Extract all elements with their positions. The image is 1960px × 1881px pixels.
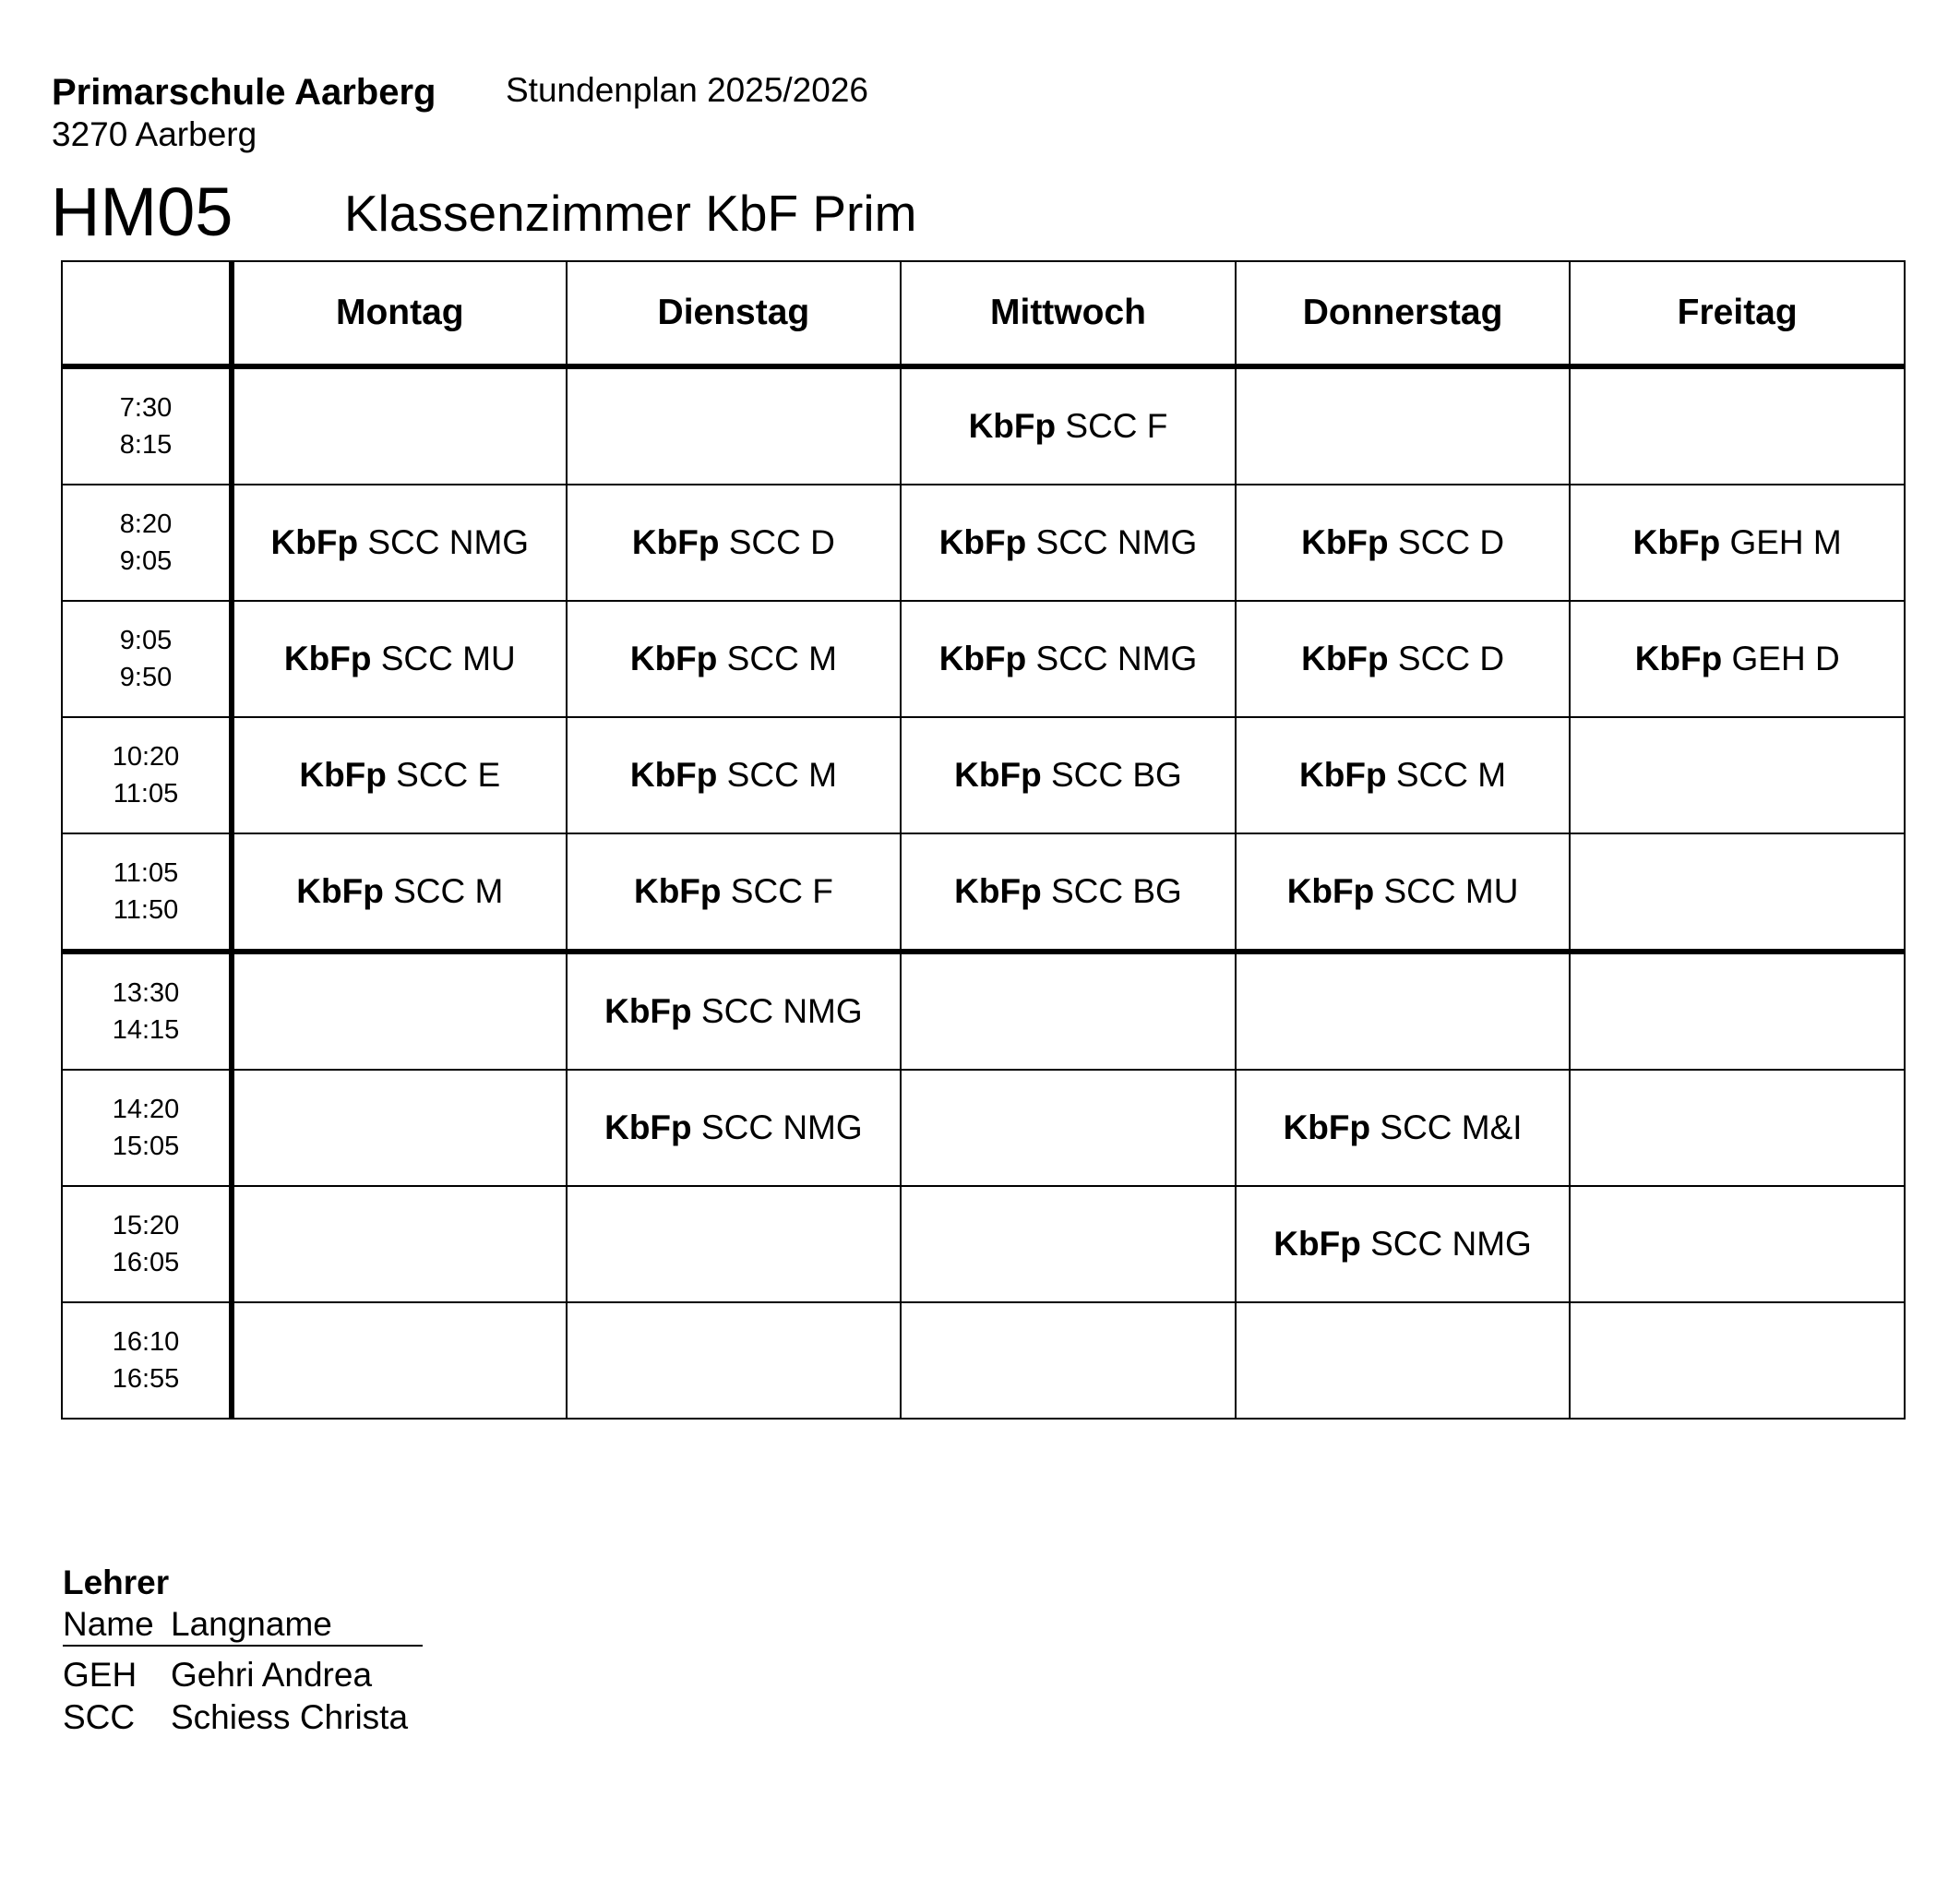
lesson-detail: SCC NMG xyxy=(367,523,530,561)
teacher-row xyxy=(63,1654,423,1696)
lesson-detail: SCC D xyxy=(728,523,835,561)
lesson-detail: SCC NMG xyxy=(1035,523,1198,561)
day-header-montag: Montag xyxy=(232,261,567,366)
lesson-detail: SCC NMG xyxy=(1370,1225,1532,1263)
teacher-fullname: Schiess Christa xyxy=(171,1698,409,1736)
lesson-cell xyxy=(232,717,567,833)
lesson-subject: KbFp xyxy=(1273,1225,1361,1263)
lesson-subject: KbFp xyxy=(604,992,692,1030)
lesson-cell xyxy=(232,366,567,485)
lesson-detail: SCC NMG xyxy=(700,1108,863,1146)
time-start: 8:20 xyxy=(119,509,173,539)
time-start: 16:10 xyxy=(112,1327,180,1357)
time-start: 15:20 xyxy=(112,1211,180,1240)
lesson-detail: SCC F xyxy=(730,872,833,910)
lesson-cell xyxy=(1236,952,1571,1070)
lesson-cell xyxy=(901,952,1236,1070)
timetable-body xyxy=(62,366,1905,1419)
timetable-row xyxy=(62,952,1905,1070)
time-slot xyxy=(62,601,232,717)
lesson-subject: KbFp xyxy=(283,640,372,677)
lesson-cell xyxy=(567,601,902,717)
school-name: Primarschule Aarberg xyxy=(52,72,436,113)
lesson-cell xyxy=(1570,366,1905,485)
lesson-subject: KbFp xyxy=(954,872,1042,910)
lesson-subject: KbFp xyxy=(629,756,718,794)
lesson-subject: KbFp xyxy=(296,872,384,910)
lesson-cell xyxy=(901,601,1236,717)
lesson-detail: GEH D xyxy=(1731,640,1840,677)
lesson-cell xyxy=(567,1070,902,1186)
lesson-cell xyxy=(1570,952,1905,1070)
teacher-legend-header xyxy=(63,1604,423,1647)
lesson-cell xyxy=(1570,1302,1905,1419)
day-header-donnerstag: Donnerstag xyxy=(1236,261,1571,366)
room-code: HM05 xyxy=(51,174,233,250)
lesson-cell xyxy=(567,833,902,952)
timetable-row xyxy=(62,1070,1905,1186)
time-end: 15:05 xyxy=(112,1132,180,1161)
lesson-cell xyxy=(567,366,902,485)
lesson-subject: KbFp xyxy=(604,1108,692,1146)
timetable-row xyxy=(62,1186,1905,1302)
lesson-cell xyxy=(1236,1070,1571,1186)
lesson-cell xyxy=(901,366,1236,485)
time-slot xyxy=(62,1186,232,1302)
time-end: 9:50 xyxy=(119,663,173,692)
lesson-subject: KbFp xyxy=(968,407,1057,445)
lesson-subject: KbFp xyxy=(270,523,359,561)
lesson-detail: SCC E xyxy=(396,756,501,794)
time-end: 16:55 xyxy=(112,1364,180,1394)
lesson-cell xyxy=(1236,366,1571,485)
lesson-detail: SCC D xyxy=(1397,523,1505,561)
time-slot xyxy=(62,366,232,485)
lesson-detail: SCC MU xyxy=(380,640,516,677)
lesson-cell xyxy=(901,1070,1236,1186)
teacher-legend-title: Lehrer xyxy=(63,1564,170,1601)
lesson-cell xyxy=(567,485,902,601)
lesson-subject: KbFp xyxy=(1632,523,1721,561)
time-start: 10:20 xyxy=(112,742,180,772)
teacher-legend xyxy=(63,1562,423,1739)
lesson-cell xyxy=(567,717,902,833)
lesson-cell xyxy=(232,952,567,1070)
day-header-dienstag: Dienstag xyxy=(567,261,902,366)
time-end: 8:15 xyxy=(119,430,173,460)
time-start: 14:20 xyxy=(112,1095,180,1124)
lesson-subject: KbFp xyxy=(938,640,1027,677)
time-start: 7:30 xyxy=(119,393,173,423)
timetable-row xyxy=(62,833,1905,952)
lesson-cell xyxy=(232,601,567,717)
lesson-cell xyxy=(901,485,1236,601)
lesson-detail: SCC M xyxy=(1395,756,1507,794)
timetable xyxy=(61,260,1906,1420)
lesson-cell xyxy=(1570,485,1905,601)
room-name: Klassenzimmer KbF Prim xyxy=(344,185,917,242)
timetable-header-row xyxy=(62,261,1905,366)
lesson-detail: SCC M xyxy=(726,756,837,794)
teacher-fullname: Gehri Andrea xyxy=(171,1656,373,1694)
lesson-detail: SCC NMG xyxy=(1035,640,1198,677)
time-slot xyxy=(62,1302,232,1419)
lesson-cell xyxy=(567,1186,902,1302)
lesson-cell xyxy=(1570,1070,1905,1186)
lesson-subject: KbFp xyxy=(631,523,720,561)
lesson-cell xyxy=(1236,485,1571,601)
lesson-cell xyxy=(1236,601,1571,717)
lesson-detail: SCC F xyxy=(1065,407,1168,445)
time-slot xyxy=(62,952,232,1070)
lesson-cell xyxy=(901,1302,1236,1419)
teacher-code: SCC xyxy=(63,1698,136,1736)
lesson-detail: GEH M xyxy=(1729,523,1842,561)
time-start: 11:05 xyxy=(113,858,179,888)
lesson-subject: KbFp xyxy=(1634,640,1723,677)
lesson-subject: KbFp xyxy=(938,523,1027,561)
school-city: 3270 Aarberg xyxy=(52,115,257,153)
lesson-subject: KbFp xyxy=(1283,1108,1371,1146)
time-column-header xyxy=(62,261,232,366)
plan-title: Stundenplan 2025/2026 xyxy=(506,71,868,109)
lesson-cell xyxy=(1236,717,1571,833)
lesson-subject: KbFp xyxy=(633,872,722,910)
lesson-detail: SCC D xyxy=(1397,640,1505,677)
lesson-detail: SCC MU xyxy=(1383,872,1519,910)
lesson-cell xyxy=(901,833,1236,952)
timetable-row xyxy=(62,1302,1905,1419)
lesson-cell xyxy=(567,1302,902,1419)
lesson-cell xyxy=(1570,717,1905,833)
time-slot xyxy=(62,717,232,833)
lesson-detail: SCC M xyxy=(726,640,837,677)
time-end: 11:50 xyxy=(113,895,179,925)
lesson-cell xyxy=(1570,1186,1905,1302)
lesson-detail: SCC M xyxy=(393,872,504,910)
lesson-detail: SCC BG xyxy=(1050,756,1182,794)
lesson-cell xyxy=(1236,833,1571,952)
timetable-row xyxy=(62,366,1905,485)
lesson-subject: KbFp xyxy=(954,756,1042,794)
lesson-cell xyxy=(1570,601,1905,717)
lesson-cell xyxy=(232,1302,567,1419)
lesson-subject: KbFp xyxy=(1286,872,1375,910)
time-end: 14:15 xyxy=(112,1015,180,1045)
lesson-cell xyxy=(901,1186,1236,1302)
lesson-cell xyxy=(567,952,902,1070)
lesson-cell xyxy=(232,1070,567,1186)
lesson-cell xyxy=(232,485,567,601)
teacher-code: GEH xyxy=(63,1656,137,1694)
timetable-row xyxy=(62,485,1905,601)
lesson-subject: KbFp xyxy=(629,640,718,677)
lesson-subject: KbFp xyxy=(1299,756,1387,794)
teacher-col-longname: Langname xyxy=(171,1605,332,1643)
time-end: 16:05 xyxy=(112,1248,180,1277)
lesson-cell xyxy=(901,717,1236,833)
teacher-row xyxy=(63,1696,423,1739)
day-header-mittwoch: Mittwoch xyxy=(901,261,1236,366)
time-start: 9:05 xyxy=(119,626,173,655)
time-slot xyxy=(62,485,232,601)
time-slot xyxy=(62,1070,232,1186)
lesson-subject: KbFp xyxy=(299,756,387,794)
lesson-subject: KbFp xyxy=(1301,523,1389,561)
lesson-cell xyxy=(232,1186,567,1302)
time-end: 11:05 xyxy=(113,779,179,809)
time-end: 9:05 xyxy=(119,546,173,576)
lesson-cell xyxy=(1236,1186,1571,1302)
timetable-row xyxy=(62,601,1905,717)
lesson-detail: SCC NMG xyxy=(700,992,863,1030)
day-header-freitag: Freitag xyxy=(1570,261,1905,366)
lesson-cell xyxy=(232,833,567,952)
timetable-row xyxy=(62,717,1905,833)
lesson-cell xyxy=(1570,833,1905,952)
lesson-cell xyxy=(1236,1302,1571,1419)
lesson-subject: KbFp xyxy=(1301,640,1389,677)
lesson-detail: SCC M&I xyxy=(1380,1108,1523,1146)
lesson-detail: SCC BG xyxy=(1050,872,1182,910)
time-slot xyxy=(62,833,232,952)
time-start: 13:30 xyxy=(112,978,180,1008)
teacher-col-name: Name xyxy=(63,1605,154,1643)
teacher-list xyxy=(63,1654,423,1739)
